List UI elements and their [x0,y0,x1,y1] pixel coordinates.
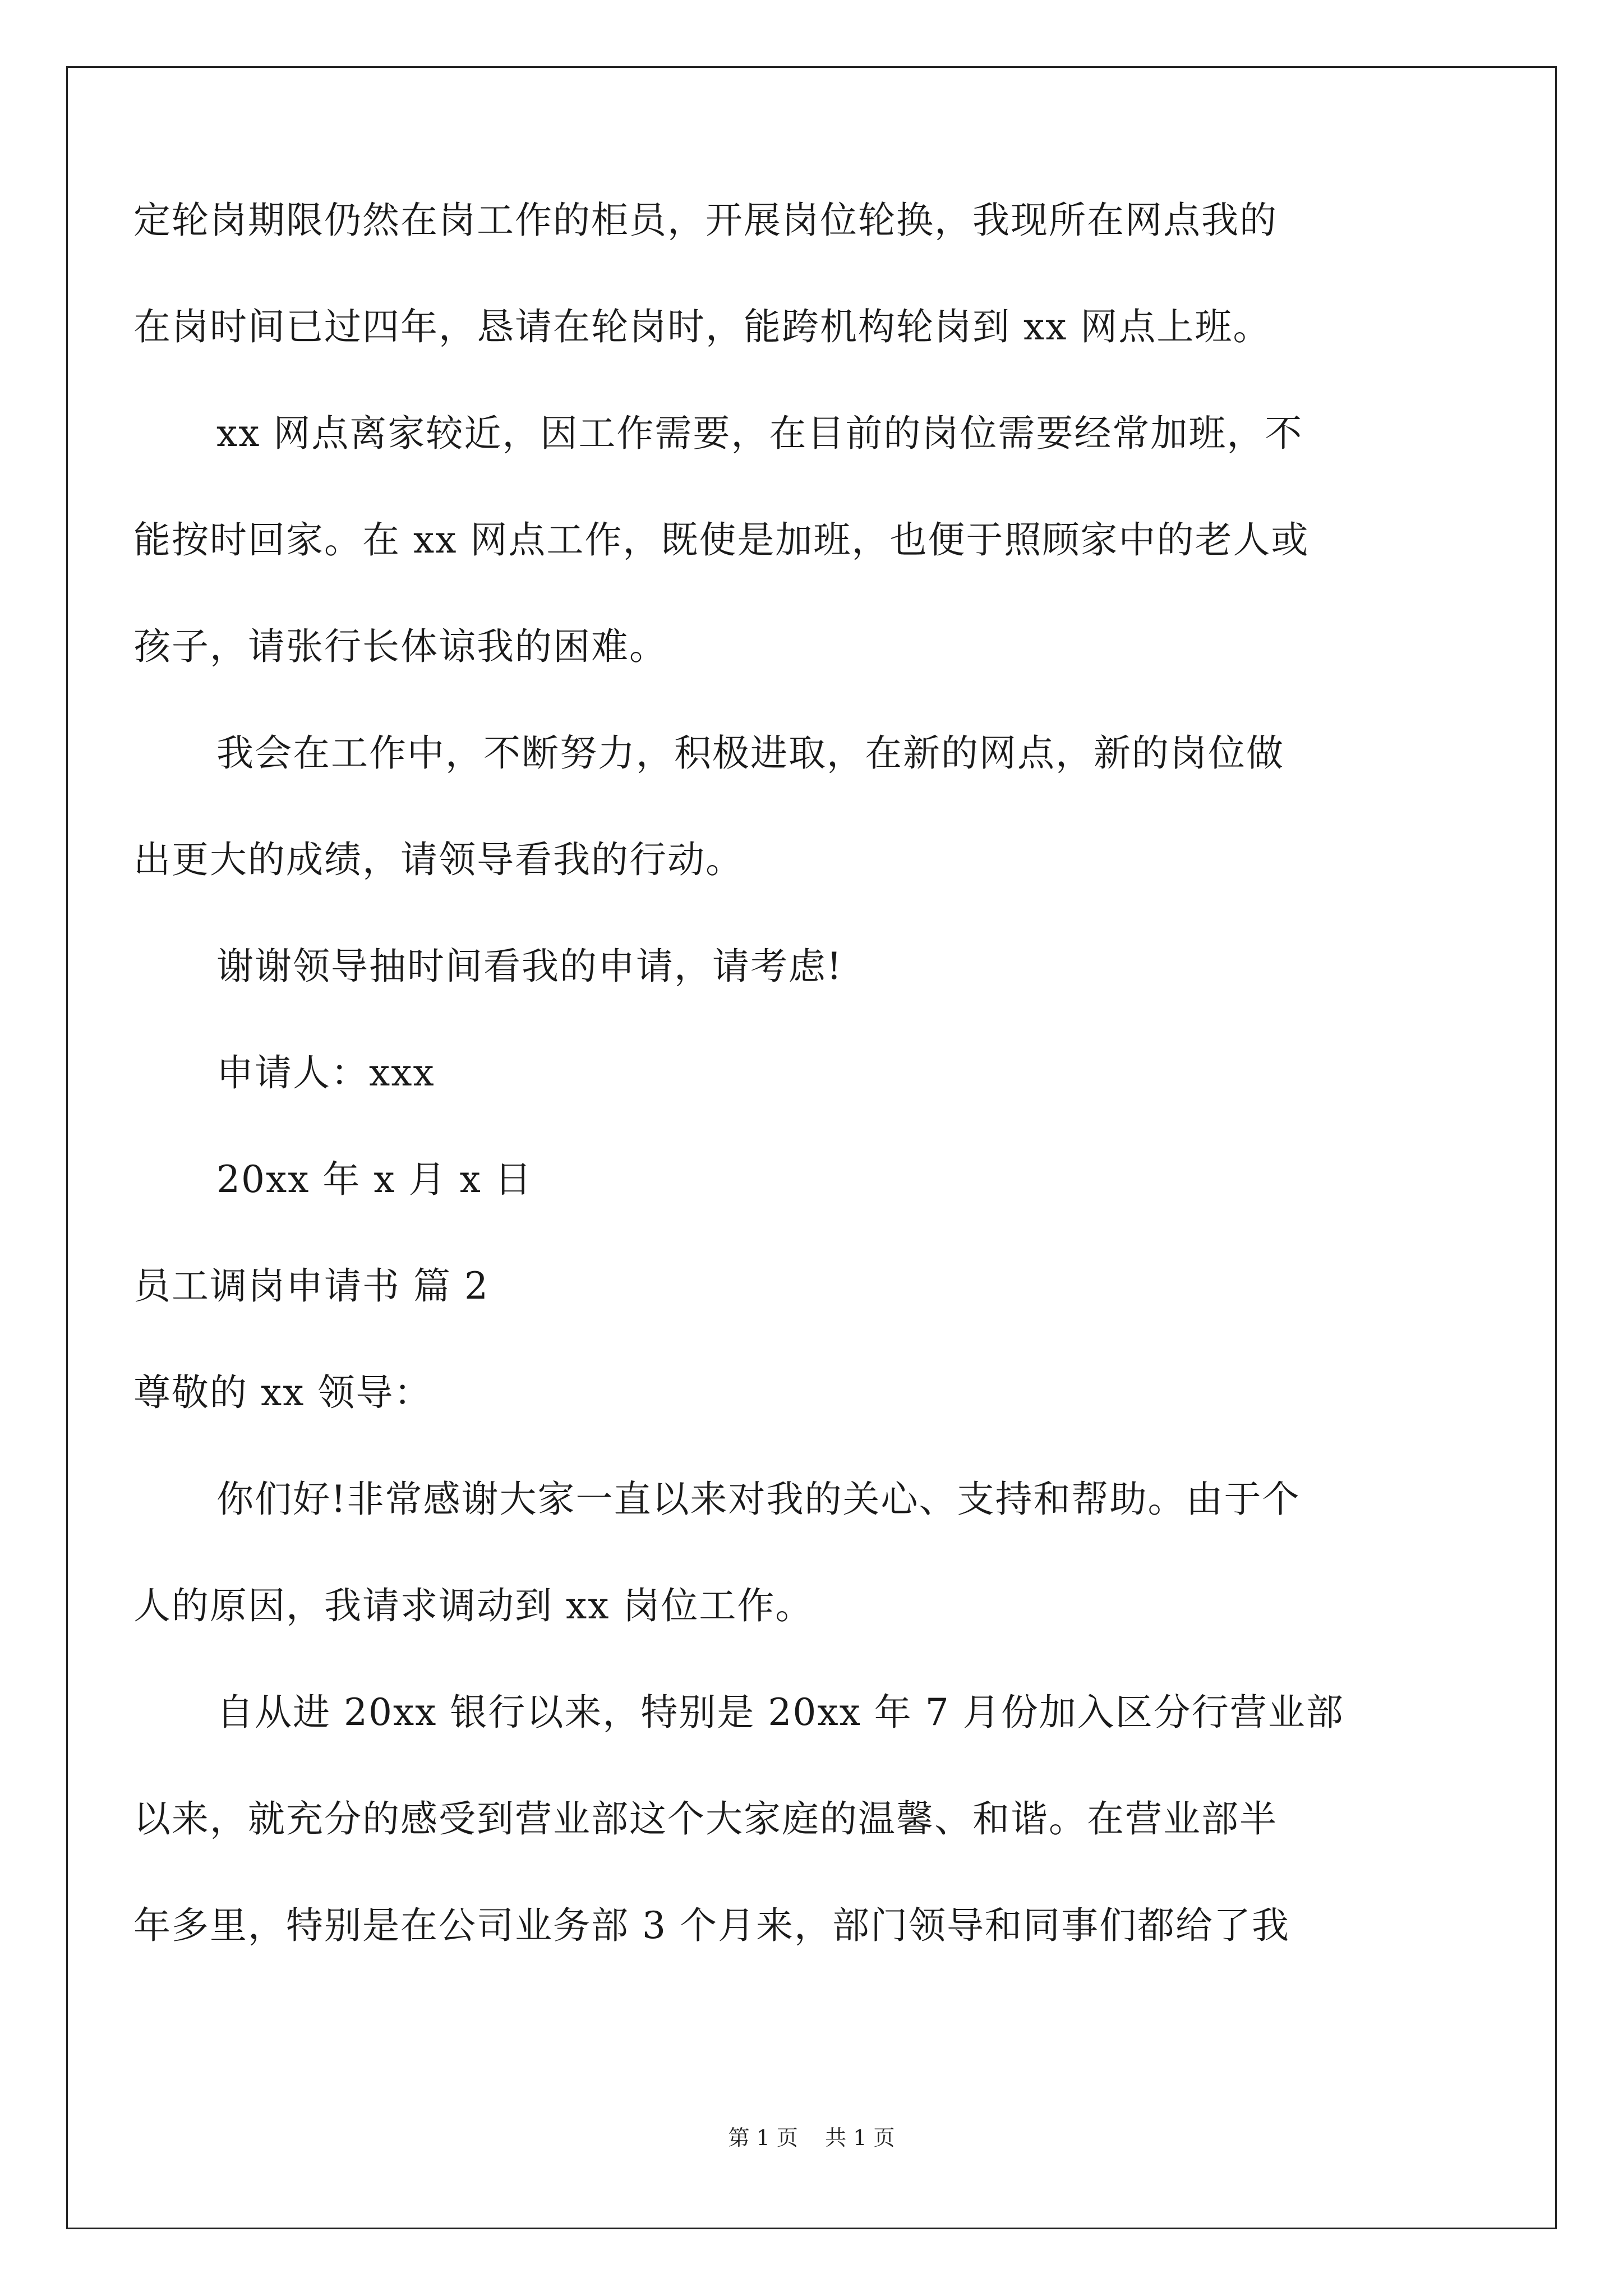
paragraph-first-line: 我会在工作中，不断努力，积极进取，在新的网点，新的岗位做 [216,731,1284,775]
text-line: 以来，就充分的感受到营业部这个大家庭的温馨、和谐。在营业部半 [133,1797,1278,1841]
paragraph-first-line: 你们好!非常感谢大家一直以来对我的关心、支持和帮助。由于个 [216,1478,1301,1521]
text-line: 在岗时间已过四年，恳请在轮岗时，能跨机构轮岗到 xx 网点上班。 [133,305,1271,348]
section-heading: 员工调岗申请书 篇 2 [133,1264,489,1308]
salutation: 尊敬的 xx 领导： [133,1371,432,1414]
applicant-line: 申请人：xxx [216,1051,435,1094]
text-line: 年多里，特别是在公司业务部 3 个月来，部门领导和同事们都给了我 [133,1904,1290,1947]
paragraph-first-line: xx 网点离家较近，因工作需要，在目前的岗位需要经常加班，不 [216,412,1303,455]
text-line: 能按时回家。在 xx 网点工作，既使是加班，也便于照顾家中的老人或 [133,518,1310,562]
text-line: 出更大的成绩，请领导看我的行动。 [133,838,744,881]
paragraph-first-line: 自从进 20xx 银行以来，特别是 20xx 年 7 月份加入区分行营业部 [216,1691,1344,1734]
text-line: 定轮岗期限仍然在岗工作的柜员，开展岗位轮换，我现所在网点我的 [133,199,1278,242]
page-number-footer: 第 1 页 共 1 页 [728,2125,895,2150]
date-line: 20xx 年 x 月 x 日 [216,1158,533,1201]
text-line: 人的原因，我请求调动到 xx 岗位工作。 [133,1584,814,1627]
closing-line: 谢谢领导抽时间看我的申请，请考虑! [216,945,843,988]
text-line: 孩子，请张行长体谅我的困难。 [133,625,667,668]
